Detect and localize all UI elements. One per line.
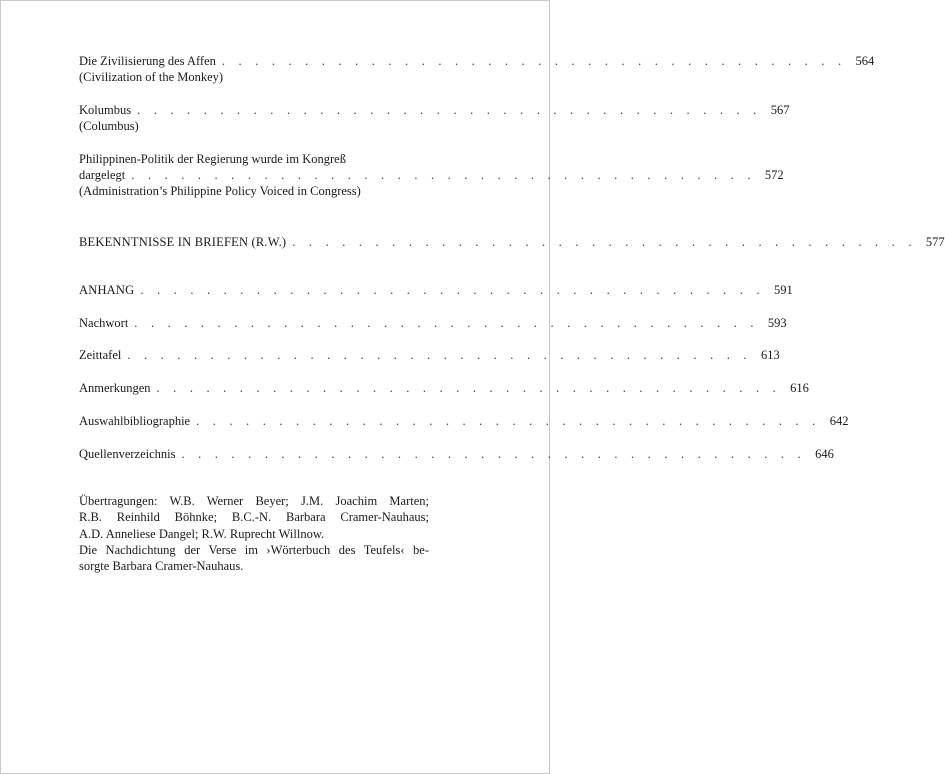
toc-entry-page: 591 <box>774 283 793 297</box>
toc-entry-page: 642 <box>829 414 849 428</box>
toc-entry-page: 646 <box>815 447 834 461</box>
toc-entry-title: Zeittafel <box>79 348 122 362</box>
toc-entry-title: Kolumbus <box>79 103 132 117</box>
dot-leader: . . . . . . . . . . . . . . . . . . . . . . . . . . . . . . . . . . . . . . <box>134 316 759 330</box>
toc-entry-page: 572 <box>764 168 784 182</box>
toc-entry-subtitle: (Administration’s Philippine Policy Voiced in Congress) <box>79 184 361 198</box>
toc-entry <box>79 53 875 85</box>
credits-line: Die Nachdichtung der Verse im ›Wörterbuch des Teufels‹ be- <box>79 542 429 557</box>
toc-entry-subtitle: (Columbus) <box>79 119 139 133</box>
toc-entry-title: BEKENNTNISSE IN BRIEFEN (R.W.) <box>79 235 287 249</box>
toc-entry <box>79 282 793 298</box>
toc-entry-title: Die Zivilisierung des Affen <box>79 54 216 68</box>
toc-entry-title: Nachwort <box>79 316 129 330</box>
toc-entry <box>79 413 849 429</box>
toc-entry <box>79 151 784 199</box>
dot-leader: . . . . . . . . . . . . . . . . . . . . . . . . . . . . . . . . . . . . . . <box>131 168 756 182</box>
toc-entry <box>79 234 945 250</box>
dot-leader: . . . . . . . . . . . . . . . . . . . . . . . . . . . . . . . . . . . . . . <box>181 447 806 461</box>
toc-entry-page: 577 <box>925 235 945 249</box>
toc-entry-title-line1: Philippinen-Politik der Regierung wurde im Kongreß <box>79 152 346 166</box>
dot-leader: . . . . . . . . . . . . . . . . . . . . . . . . . . . . . . . . . . . . . . <box>292 235 917 249</box>
dot-leader: . . . . . . . . . . . . . . . . . . . . . . . . . . . . . . . . . . . . . . <box>221 54 847 68</box>
dot-leader: . . . . . . . . . . . . . . . . . . . . . . . . . . . . . . . . . . . . . . <box>140 283 765 297</box>
toc-entry <box>79 446 834 462</box>
toc-entry-title: Auswahlbibliographie <box>79 414 191 428</box>
toc-entry-subtitle: (Civilization of the Monkey) <box>79 70 224 84</box>
toc-entry-title: ANHANG <box>79 283 135 297</box>
credits-line: Übertragungen: W.B. Werner Beyer; J.M. Joachim Marten; <box>79 494 429 508</box>
credits-line: sorgte Barbara Cramer-Nauhaus. <box>79 559 244 574</box>
toc-entry-title: Quellenverzeichnis <box>79 447 176 461</box>
toc-entry-page: 613 <box>760 348 780 362</box>
toc-entry <box>79 102 790 134</box>
credits-line: A.D. Anneliese Dangel; R.W. Ruprecht Willnow. <box>79 526 325 541</box>
toc-entry <box>79 315 787 331</box>
dot-leader: . . . . . . . . . . . . . . . . . . . . . . . . . . . . . . . . . . . . . . <box>127 348 752 362</box>
toc-entry <box>79 380 809 396</box>
dot-leader: . . . . . . . . . . . . . . . . . . . . . . . . . . . . . . . . . . . . . . <box>137 103 762 117</box>
translation-credits <box>79 493 429 574</box>
toc-entry-page: 616 <box>790 381 809 395</box>
toc-entry-page: 564 <box>855 54 875 68</box>
toc-entry-title: Anmerkungen <box>79 381 151 395</box>
toc-entry-page: 593 <box>767 316 787 330</box>
credits-line: R.B. Reinhild Böhnke; B.C.-N. Barbara Cramer-Nauhaus; <box>79 510 429 525</box>
toc-entry-page: 567 <box>770 103 790 117</box>
dot-leader: . . . . . . . . . . . . . . . . . . . . . . . . . . . . . . . . . . . . . . <box>156 381 781 395</box>
toc-entry-title: dargelegt <box>79 168 126 182</box>
toc-entry <box>79 347 780 363</box>
dot-leader: . . . . . . . . . . . . . . . . . . . . . . . . . . . . . . . . . . . . . . <box>196 414 821 428</box>
